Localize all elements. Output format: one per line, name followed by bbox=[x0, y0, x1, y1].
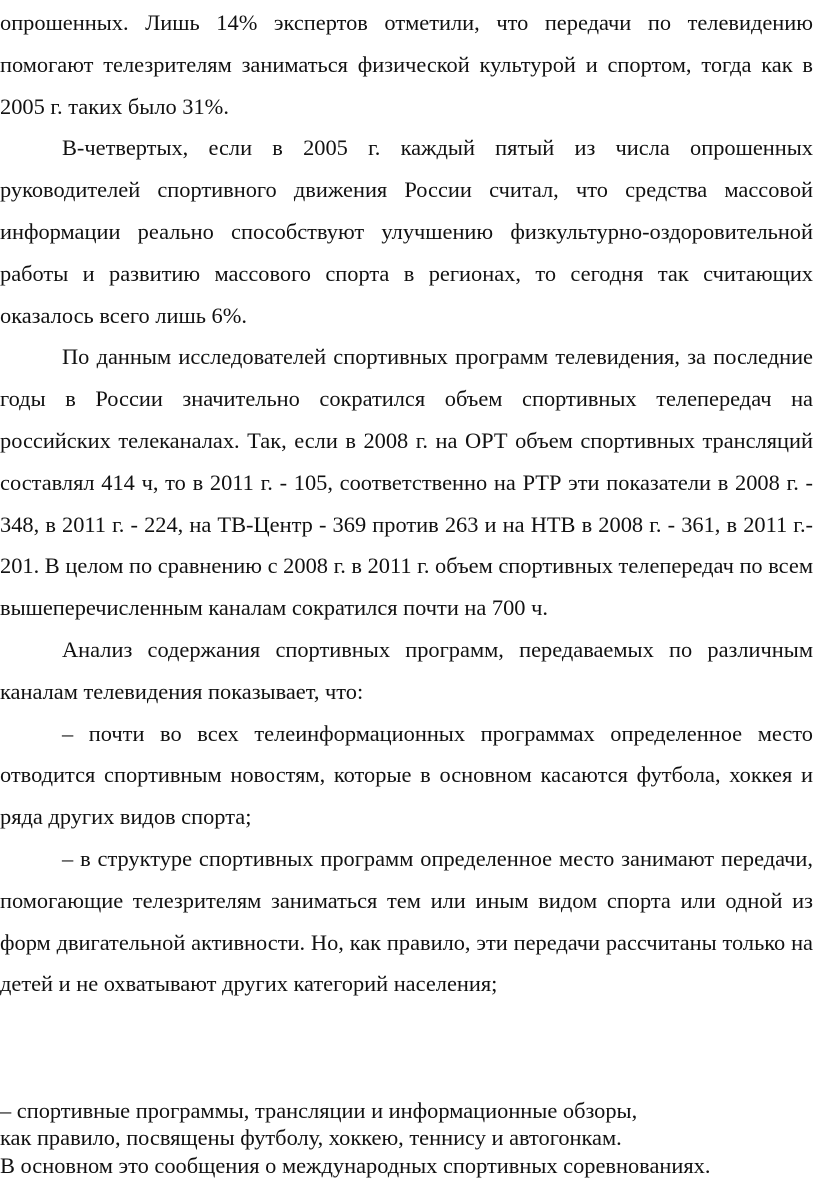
closing-line-1: – спортивные программы, трансляции и информационные обзоры, bbox=[0, 1098, 638, 1123]
list-item-program-structure: – в структуре спортивных программ определенное место занимают передачи, помогающие телезрителям заниматься тем или иным видом спорта или одной из форм двигательной активности. Но, как правило, эти передачи рассчитаны только на детей и не охватывают других категорий населения; bbox=[0, 845, 813, 997]
closing-block bbox=[0, 1097, 816, 1179]
paragraph-fourthly: В-четвертых, если в 2005 г. каждый пятый из числа опрошенных руководителей спортивного движения России считал, что средства массовой информации реально способствуют улучшению физкультурно-оздоровительной работы и развитию массового спорта в регионах, то сегодня так считающих оказалось всего лишь 6%. bbox=[0, 135, 813, 328]
closing-line-3: В основном это сообщения о международных спортивных соревнованиях. bbox=[0, 1152, 711, 1178]
closing-line-2: как правило, посвящены футболу, хоккею, теннису и автогонкам. bbox=[0, 1125, 622, 1151]
document-body bbox=[0, 2, 813, 1005]
paragraph-analysis-intro: Анализ содержания спортивных программ, передаваемых по различным каналам телевидения показывает, что: bbox=[0, 636, 813, 704]
paragraph-continuation: опрошенных. Лишь 14% экспертов отметили, что передачи по телевидению помогают телезрителям заниматься физической культурой и спортом, тогда как в 2005 г. таких было 31%. bbox=[0, 10, 813, 119]
list-item-sports-news: – почти во всех телеинформационных программах определенное место отводится спортивным новостям, которые в основном касаются футбола, хоккея и ряда других видов спорта; bbox=[0, 720, 813, 830]
paragraph-broadcast-hours: По данным исследователей спортивных программ телевидения, за последние годы в России значительно сократился объем спортивных телепередач на российских телеканалах. Так, если в 2008 г. на ОРТ объем спортивных трансляций составлял 414 ч, то в 2011 г. - 105, соответственно на РТР эти показатели в 2008 г. - 348, в 2011 г. - 224, на ТВ-Центр - 369 против 263 и на НТВ в 2008 г. - 361, в 2011 г.- 201. В целом по сравнению с 2008 г. в 2011 г. объем спортивных телепередач по всем вышеперечисленным каналам сократился почти на 700 ч. bbox=[0, 344, 813, 621]
